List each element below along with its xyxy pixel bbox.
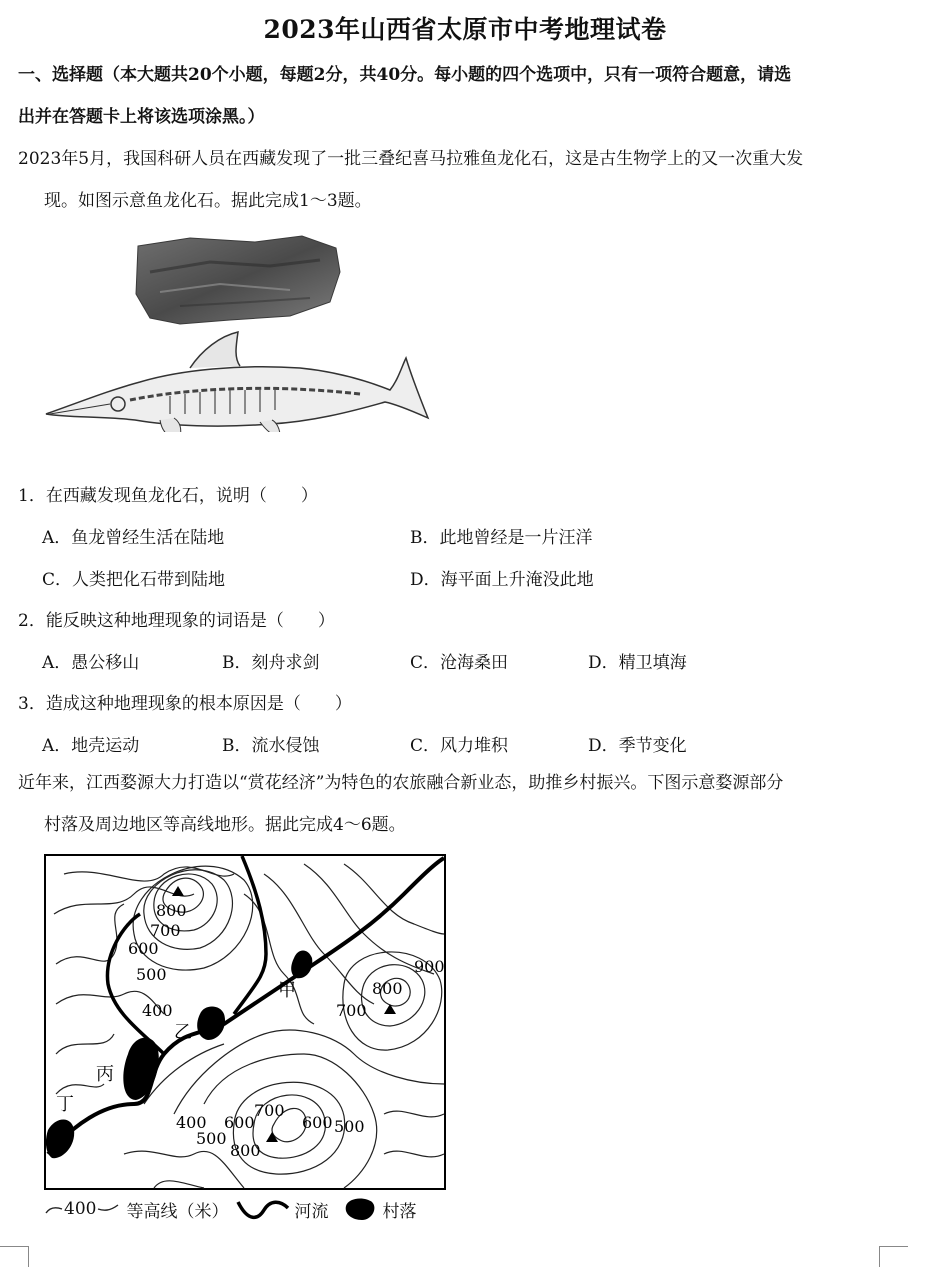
contour-label: 800 xyxy=(372,979,403,998)
village-label-yi: 乙 xyxy=(174,1022,192,1043)
question-3-stem: 3．造成这种地理现象的根本原因是（ ） xyxy=(18,694,352,714)
section-heading-line2: 出并在答题卡上将该选项涂黑。） xyxy=(18,107,265,127)
page-corner-mark-left xyxy=(0,1246,29,1267)
contour-label: 400 xyxy=(142,1001,173,1020)
question-3-option-a[interactable]: A．地壳运动 xyxy=(42,736,140,756)
map-legend xyxy=(44,1196,416,1222)
village-label-bing: 丙 xyxy=(96,1064,114,1085)
question-2-option-b[interactable]: B．刻舟求剑 xyxy=(222,653,320,673)
intro1-line1: 2023年5月，我国科研人员在西藏发现了一批三叠纪喜马拉雅鱼龙化石，这是古生物学上的又一次重大发 xyxy=(18,149,804,169)
contour-label: 800 xyxy=(230,1141,261,1160)
legend-contour-value: 400 xyxy=(64,1199,97,1219)
question-3-option-d[interactable]: D．季节变化 xyxy=(588,736,687,756)
map-frame xyxy=(45,855,445,1189)
contour-label: 800 xyxy=(156,901,187,920)
question-1-stem: 1．在西藏发现鱼龙化石，说明（ ） xyxy=(18,486,318,506)
section-heading xyxy=(18,54,898,138)
contour-label: 700 xyxy=(150,921,181,940)
intro1-line2: 现。如图示意鱼龙化石。据此完成1～3题。 xyxy=(44,191,372,211)
village-label-ding: 丁 xyxy=(56,1094,74,1115)
intro2-line2: 村落及周边地区等高线地形。据此完成4～6题。 xyxy=(44,815,406,835)
contour-legend-line-right xyxy=(96,1199,120,1219)
contour-label: 500 xyxy=(136,965,167,984)
section-heading-line1: 一、选择题（本大题共20个小题，每题2分，共40分。每小题的四个选项中，只有一项符合题意，请选 xyxy=(18,65,792,85)
question-3-option-b[interactable]: B．流水侵蚀 xyxy=(222,736,320,756)
contour-legend-line-left xyxy=(44,1199,64,1219)
village-legend-icon xyxy=(342,1196,378,1222)
question-3-option-c[interactable]: C．风力堆积 xyxy=(410,736,509,756)
contour-label: 600 xyxy=(224,1113,255,1132)
question-1-option-c[interactable]: C．人类把化石带到陆地 xyxy=(42,570,226,590)
question-2-option-c[interactable]: C．沧海桑田 xyxy=(410,653,509,673)
page-corner-mark-right xyxy=(879,1246,908,1267)
question-1-option-b[interactable]: B．此地曾经是一片汪洋 xyxy=(410,528,593,548)
contour-label: 700 xyxy=(336,1001,367,1020)
contour-label: 700 xyxy=(254,1101,285,1120)
contour-label: 400 xyxy=(176,1113,207,1132)
fossil-skeleton-drawing xyxy=(46,332,428,432)
fossil-rock-photo xyxy=(136,236,340,324)
contour-label: 600 xyxy=(128,939,159,958)
river-legend-icon xyxy=(234,1196,290,1222)
contour-map xyxy=(44,854,448,1192)
intro-paragraph-2 xyxy=(18,762,898,846)
question-1-option-a[interactable]: A．鱼龙曾经生活在陆地 xyxy=(42,528,225,548)
intro2-line1: 近年来，江西婺源大力打造以“赏花经济”为特色的农旅融合新业态，助推乡村振兴。下图示意婺源部分 xyxy=(18,773,784,793)
question-2-option-a[interactable]: A．愚公移山 xyxy=(42,653,140,673)
contour-label: 900 xyxy=(414,957,445,976)
question-2-option-d[interactable]: D．精卫填海 xyxy=(588,653,687,673)
legend-village-text: 村落 xyxy=(382,1201,417,1222)
ichthyosaur-fossil-figure xyxy=(40,232,432,432)
contour-label: 500 xyxy=(334,1117,365,1136)
legend-contour-text: 等高线（米） xyxy=(126,1201,229,1222)
contour-label: 500 xyxy=(196,1129,227,1148)
question-1-option-d[interactable]: D．海平面上升淹没此地 xyxy=(410,570,594,590)
legend-river-text: 河流 xyxy=(294,1201,329,1222)
question-2-stem: 2．能反映这种地理现象的词语是（ ） xyxy=(18,611,335,631)
intro-paragraph-1 xyxy=(18,138,898,222)
contour-label: 600 xyxy=(302,1113,333,1132)
village-label-jia: 甲 xyxy=(278,980,296,1001)
page-title: 2023年山西省太原市中考地理试卷 xyxy=(263,15,667,44)
